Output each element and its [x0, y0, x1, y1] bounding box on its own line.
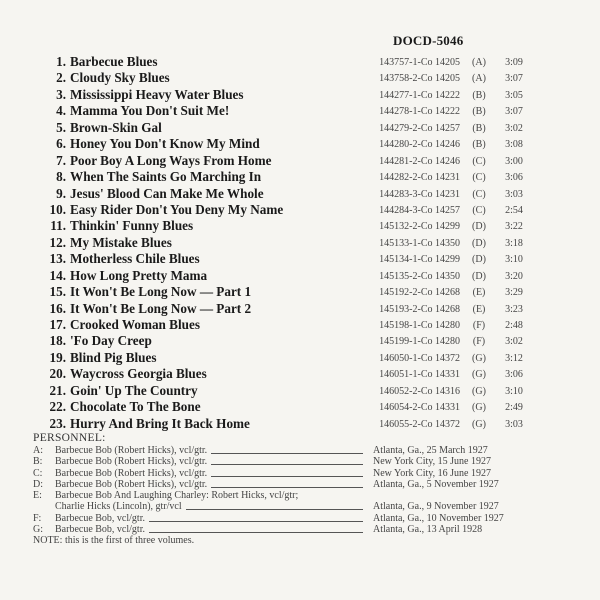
track-row — [0, 54, 600, 70]
track-title: Barbecue Blues — [70, 54, 158, 69]
track-number: 13. — [49, 251, 66, 267]
musician-credit: Barbecue Bob (Robert Hicks), vcl/gtr. — [55, 445, 208, 456]
session-label: (G) — [472, 369, 486, 381]
session-label: (G) — [472, 402, 486, 414]
track-row — [0, 87, 600, 103]
session-label: (D) — [472, 237, 486, 249]
recording-place-date: Atlanta, Ga., 10 November 1927 — [373, 512, 504, 524]
matrix-number: 146052-2-Co 14316 — [379, 385, 460, 397]
track-row — [0, 153, 600, 169]
matrix-number: 146054-2-Co 14331 — [379, 402, 460, 414]
matrix-number: 144279-2-Co 14257 — [379, 122, 460, 134]
track-row — [0, 186, 600, 202]
track-number: 2. — [56, 70, 66, 86]
track-row — [0, 169, 600, 185]
track-duration: 3:09 — [505, 57, 523, 68]
track-title: Honey You Don't Know My Mind — [70, 136, 260, 152]
track-row — [0, 202, 600, 218]
leader-line — [149, 521, 363, 522]
track-number: 6. — [56, 136, 66, 152]
track-duration: 3:20 — [505, 270, 523, 282]
track-row — [0, 103, 600, 119]
track-duration: 3:10 — [505, 385, 523, 397]
track-title: Jesus' Blood Can Make Me Whole — [70, 185, 264, 201]
session-letter: E: — [33, 490, 42, 502]
track-title: Chocolate To The Bone — [70, 399, 201, 415]
track-duration: 2:48 — [505, 320, 523, 331]
matrix-number: 145135-2-Co 14350 — [379, 270, 460, 282]
track-number: 7. — [56, 152, 66, 168]
track-duration: 2:54 — [505, 204, 523, 216]
track-title: Blind Pig Blues — [70, 349, 157, 365]
matrix-number: 144282-2-Co 14231 — [379, 172, 460, 184]
matrix-number: 144278-1-Co 14222 — [379, 106, 460, 118]
track-title: Poor Boy A Long Ways From Home — [70, 152, 272, 168]
musician-credit: Barbecue Bob (Robert Hicks), vcl/gtr. — [55, 456, 208, 468]
personnel-entry — [33, 468, 573, 479]
track-number: 22. — [49, 399, 66, 415]
matrix-number: 144277-1-Co 14222 — [379, 89, 460, 101]
matrix-number: 145199-1-Co 14280 — [379, 336, 460, 348]
session-letter: G: — [33, 524, 43, 536]
session-label: (G) — [472, 385, 486, 397]
track-title: 'Fo Day Creep — [70, 333, 152, 349]
personnel-entry — [33, 479, 573, 490]
recording-place-date: New York City, 15 June 1927 — [373, 456, 491, 468]
track-title: Thinkin' Funny Blues — [70, 218, 194, 234]
matrix-number: 145133-1-Co 14350 — [379, 237, 460, 249]
track-row — [0, 350, 600, 366]
track-duration: 3:06 — [505, 172, 523, 184]
track-number: 10. — [49, 201, 66, 217]
track-row — [0, 301, 600, 317]
track-duration: 3:08 — [505, 139, 523, 151]
personnel-entry — [33, 456, 573, 467]
leader-line — [211, 476, 363, 477]
session-label: (B) — [472, 122, 486, 134]
matrix-number: 143757-1-Co 14205 — [379, 57, 460, 68]
track-row — [0, 70, 600, 86]
matrix-number: 145192-2-Co 14268 — [379, 287, 460, 299]
matrix-number: 144281-2-Co 14246 — [379, 155, 460, 167]
session-label: (G) — [472, 418, 486, 430]
leader-line — [149, 532, 363, 533]
matrix-number: 146055-2-Co 14372 — [379, 418, 460, 430]
personnel-entry — [33, 524, 573, 535]
track-number: 18. — [49, 333, 66, 349]
session-letter: D: — [33, 478, 43, 490]
track-number: 14. — [49, 267, 66, 283]
matrix-number: 145134-1-Co 14299 — [379, 254, 460, 266]
track-row — [0, 251, 600, 267]
track-title: It Won't Be Long Now — Part 2 — [70, 300, 252, 316]
session-letter: C: — [33, 467, 43, 479]
session-label: (D) — [472, 221, 486, 233]
track-duration: 3:07 — [505, 73, 523, 85]
matrix-number: 144283-3-Co 14231 — [379, 188, 460, 200]
musician-credit: Barbecue Bob (Robert Hicks), vcl/gtr. — [55, 478, 208, 490]
track-duration: 3:23 — [505, 303, 523, 315]
matrix-number: 145193-2-Co 14268 — [379, 303, 460, 315]
recording-place-date: Atlanta, Ga., 13 April 1928 — [373, 524, 483, 536]
track-row — [0, 235, 600, 251]
track-number: 5. — [56, 119, 66, 135]
personnel-section — [33, 432, 573, 546]
recording-place-date: New York City, 16 June 1927 — [373, 467, 491, 479]
track-title: It Won't Be Long Now — Part 1 — [70, 284, 252, 300]
leader-line — [211, 487, 363, 488]
leader-line — [186, 509, 363, 510]
track-row — [0, 416, 600, 432]
track-duration: 3:12 — [505, 352, 523, 364]
track-list — [0, 54, 600, 432]
session-label: (E) — [472, 287, 486, 299]
track-title: Mamma You Don't Suit Me! — [70, 103, 230, 119]
track-title: My Mistake Blues — [70, 234, 172, 250]
track-duration: 3:10 — [505, 254, 523, 266]
session-label: (D) — [472, 254, 486, 266]
session-label: (B) — [472, 139, 486, 151]
personnel-list — [33, 445, 573, 535]
session-letter: A: — [33, 445, 43, 456]
track-duration: 3:18 — [505, 237, 523, 249]
track-title: How Long Pretty Mama — [70, 267, 208, 283]
musician-credit: Barbecue Bob, vcl/gtr. — [55, 524, 145, 536]
matrix-number: 144280-2-Co 14246 — [379, 139, 460, 151]
track-duration: 3:06 — [505, 369, 523, 381]
track-number: 8. — [56, 169, 66, 185]
session-label: (B) — [472, 106, 486, 118]
session-label: (G) — [472, 352, 486, 364]
recording-place-date: Atlanta, Ga., 5 November 1927 — [373, 478, 499, 490]
track-duration: 3:29 — [505, 287, 523, 299]
session-label: (D) — [472, 270, 486, 282]
track-title: Goin' Up The Country — [70, 382, 198, 398]
track-row — [0, 399, 600, 415]
personnel-entry — [33, 445, 573, 456]
session-label: (A) — [472, 73, 486, 85]
session-letter: F: — [33, 512, 42, 524]
track-title: Easy Rider Don't You Deny My Name — [70, 201, 284, 217]
personnel-entry — [33, 513, 573, 524]
track-duration: 2:49 — [505, 402, 523, 414]
track-row — [0, 218, 600, 234]
track-number: 23. — [49, 415, 66, 431]
matrix-number: 143758-2-Co 14205 — [379, 73, 460, 85]
session-label: (C) — [472, 204, 486, 216]
track-title: Mississippi Heavy Water Blues — [70, 86, 244, 102]
volume-note: NOTE: this is the first of three volumes. — [33, 535, 195, 547]
musician-credit: Barbecue Bob (Robert Hicks), vcl/gtr. — [55, 467, 208, 479]
track-number: 9. — [56, 185, 66, 201]
track-number: 20. — [49, 366, 66, 382]
matrix-number: 146051-1-Co 14331 — [379, 369, 460, 381]
session-letter: B: — [33, 456, 43, 468]
catalog-number: DOCD-5046 — [393, 33, 464, 48]
track-row — [0, 383, 600, 399]
leader-line — [211, 453, 363, 454]
track-title: Brown-Skin Gal — [70, 119, 162, 135]
track-title: Hurry And Bring It Back Home — [70, 415, 250, 431]
track-row — [0, 136, 600, 152]
track-duration: 3:05 — [505, 89, 523, 101]
session-label: (C) — [472, 155, 486, 167]
track-duration: 3:02 — [505, 336, 523, 348]
personnel-entry — [33, 490, 573, 513]
track-row — [0, 317, 600, 333]
track-number: 17. — [49, 317, 66, 332]
track-duration: 3:02 — [505, 122, 523, 134]
personnel-heading: PERSONNEL: — [33, 432, 106, 444]
matrix-number: 144284-3-Co 14257 — [379, 204, 460, 216]
recording-place-date: Atlanta, Ga., 9 November 1927 — [373, 501, 499, 513]
musician-credit: Barbecue Bob, vcl/gtr. — [55, 512, 145, 524]
track-title: Waycross Georgia Blues — [70, 366, 207, 382]
session-label: (C) — [472, 172, 486, 184]
track-duration: 3:00 — [505, 155, 523, 167]
session-label: (F) — [472, 320, 486, 331]
track-row — [0, 333, 600, 349]
track-row — [0, 366, 600, 382]
track-number: 12. — [49, 234, 66, 250]
track-row — [0, 268, 600, 284]
track-duration: 3:03 — [505, 188, 523, 200]
track-number: 3. — [56, 86, 66, 102]
musician-credit: Barbecue Bob And Laughing Charley: Robert Hicks, vcl/gtr; — [55, 490, 299, 502]
track-duration: 3:03 — [505, 418, 523, 430]
track-number: 11. — [50, 218, 66, 234]
session-label: (C) — [472, 188, 486, 200]
track-duration: 3:22 — [505, 221, 523, 233]
track-number: 16. — [49, 300, 66, 316]
track-number: 21. — [49, 382, 66, 398]
track-number: 4. — [56, 103, 66, 119]
track-row — [0, 120, 600, 136]
session-label: (F) — [472, 336, 486, 348]
track-number: 19. — [49, 349, 66, 365]
track-number: 1. — [56, 54, 66, 69]
matrix-number: 145198-1-Co 14280 — [379, 320, 460, 331]
session-label: (B) — [472, 89, 486, 101]
track-title: Cloudy Sky Blues — [70, 70, 170, 86]
track-title: When The Saints Go Marching In — [70, 169, 262, 185]
track-duration: 3:07 — [505, 106, 523, 118]
track-row — [0, 284, 600, 300]
musician-credit: Charlie Hicks (Lincoln), gtr/vcl — [55, 501, 182, 513]
track-title: Motherless Chile Blues — [70, 251, 200, 267]
matrix-number: 145132-2-Co 14299 — [379, 221, 460, 233]
matrix-number: 146050-1-Co 14372 — [379, 352, 460, 364]
track-number: 15. — [49, 284, 66, 300]
session-label: (E) — [472, 303, 486, 315]
track-title: Crooked Woman Blues — [70, 317, 200, 332]
recording-place-date: Atlanta, Ga., 25 March 1927 — [373, 445, 488, 456]
session-label: (A) — [472, 57, 486, 68]
leader-line — [211, 464, 363, 465]
